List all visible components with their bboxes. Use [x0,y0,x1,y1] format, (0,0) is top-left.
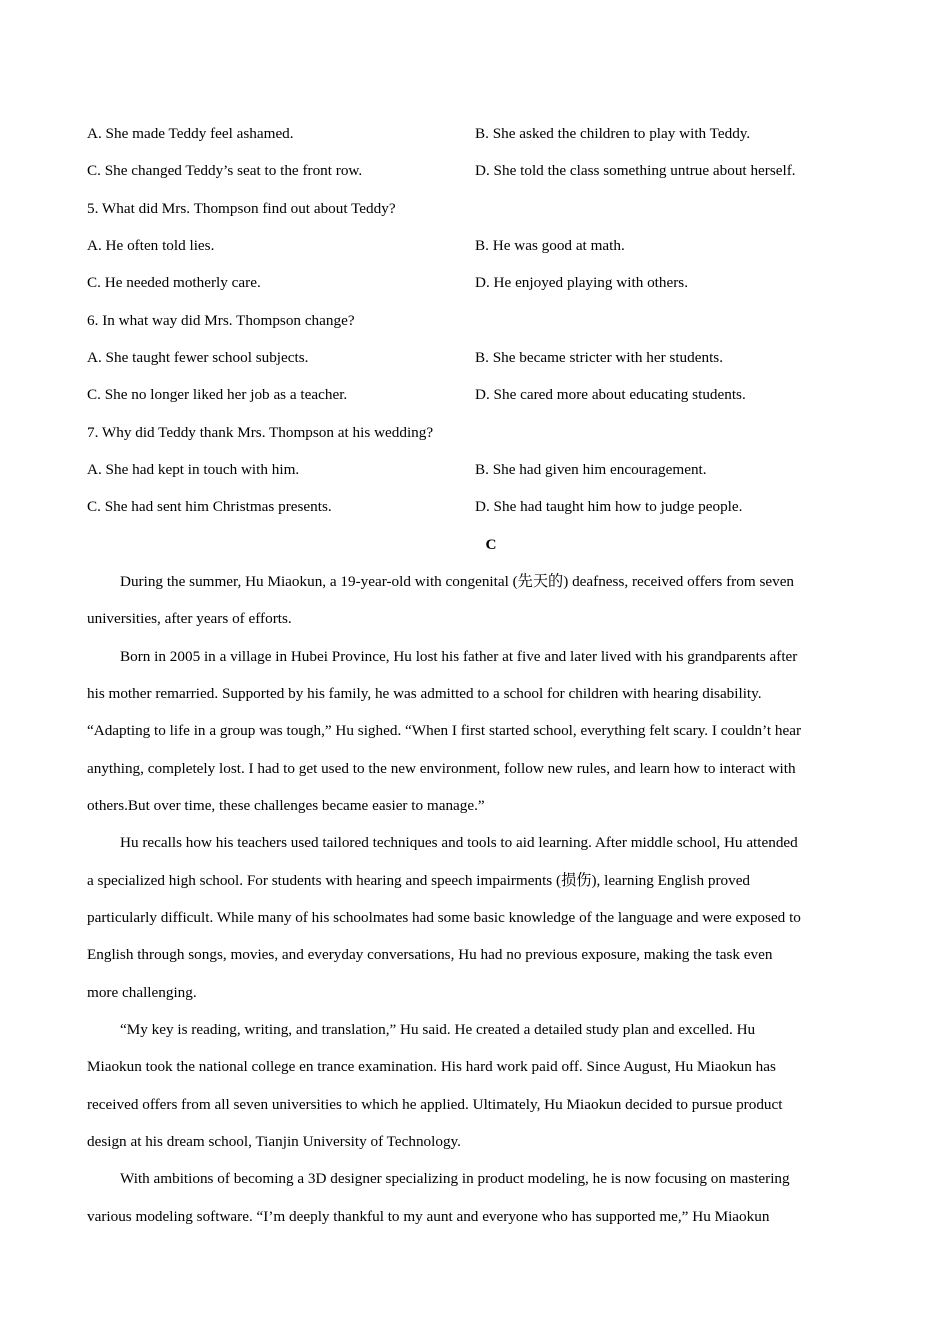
q6-option-d: D. She cared more about educating students. [475,386,746,403]
q4-option-c: C. She changed Teddy’s seat to the front row. [87,162,363,179]
q4-option-d: D. She told the class something untrue about herself. [475,162,796,179]
passage-line: Miaokun took the national college en trance examination. His hard work paid off. Since August, Hu Miaokun has [87,1058,776,1075]
passage-line: With ambitions of becoming a 3D designer specializing in product modeling, he is now focusing on mastering [120,1170,790,1187]
q6-option-b: B. She became stricter with her students. [475,349,723,366]
q4-option-b: B. She asked the children to play with Teddy. [475,125,751,142]
q5-option-b: B. He was good at math. [475,237,625,254]
passage-line: received offers from all seven universities to which he applied. Ultimately, Hu Miaokun decided to pursue product [87,1096,783,1113]
q6-option-c: C. She no longer liked her job as a teacher. [87,386,348,403]
q7-stem: 7. Why did Teddy thank Mrs. Thompson at his wedding? [87,424,434,441]
passage-line: Hu recalls how his teachers used tailored techniques and tools to aid learning. After middle school, Hu attended [120,834,798,851]
q5-stem: 5. What did Mrs. Thompson find out about Teddy? [87,200,396,217]
passage-line: universities, after years of efforts. [87,610,292,627]
q4-option-a: A. She made Teddy feel ashamed. [87,125,294,142]
q5-option-c: C. He needed motherly care. [87,274,261,291]
q7-option-c: C. She had sent him Christmas presents. [87,498,332,515]
q7-option-b: B. She had given him encouragement. [475,461,707,478]
q5-option-a: A. He often told lies. [87,237,215,254]
passage-line: “My key is reading, writing, and translation,” Hu said. He created a detailed study plan and excelled. Hu [120,1021,756,1038]
passage-line: design at his dream school, Tianjin University of Technology. [87,1133,461,1150]
section-heading: C [485,536,497,553]
passage-line: various modeling software. “I’m deeply thankful to my aunt and everyone who has supported me,” Hu Miaokun [87,1208,770,1225]
q5-option-d: D. He enjoyed playing with others. [475,274,689,291]
passage-line: more challenging. [87,984,197,1001]
passage-line: During the summer, Hu Miaokun, a 19-year-old with congenital (先天的) deafness, received offers from seven [120,573,795,590]
q6-stem: 6. In what way did Mrs. Thompson change? [87,312,355,329]
passage-line: Born in 2005 in a village in Hubei Province, Hu lost his father at five and later lived with his grandparents after [120,648,798,665]
passage-line: his mother remarried. Supported by his family, he was admitted to a school for children with hearing disability. [87,685,762,702]
passage-line: a specialized high school. For students with hearing and speech impairments (损伤), learning English proved [87,872,751,889]
passage-line: “Adapting to life in a group was tough,” Hu sighed. “When I first started school, everything felt scary. I couldn’t hear [87,722,802,739]
q7-option-d: D. She had taught him how to judge people. [475,498,743,515]
q6-option-a: A. She taught fewer school subjects. [87,349,309,366]
passage-line: anything, completely lost. I had to get used to the new environment, follow new rules, and learn how to interact with [87,760,796,777]
passage-line: English through songs, movies, and everyday conversations, Hu had no previous exposure, making the task even [87,946,773,963]
passage-line: particularly difficult. While many of his schoolmates had some basic knowledge of the language and were exposed to [87,909,801,926]
passage-line: others.But over time, these challenges became easier to manage.” [87,797,485,814]
q7-option-a: A. She had kept in touch with him. [87,461,300,478]
